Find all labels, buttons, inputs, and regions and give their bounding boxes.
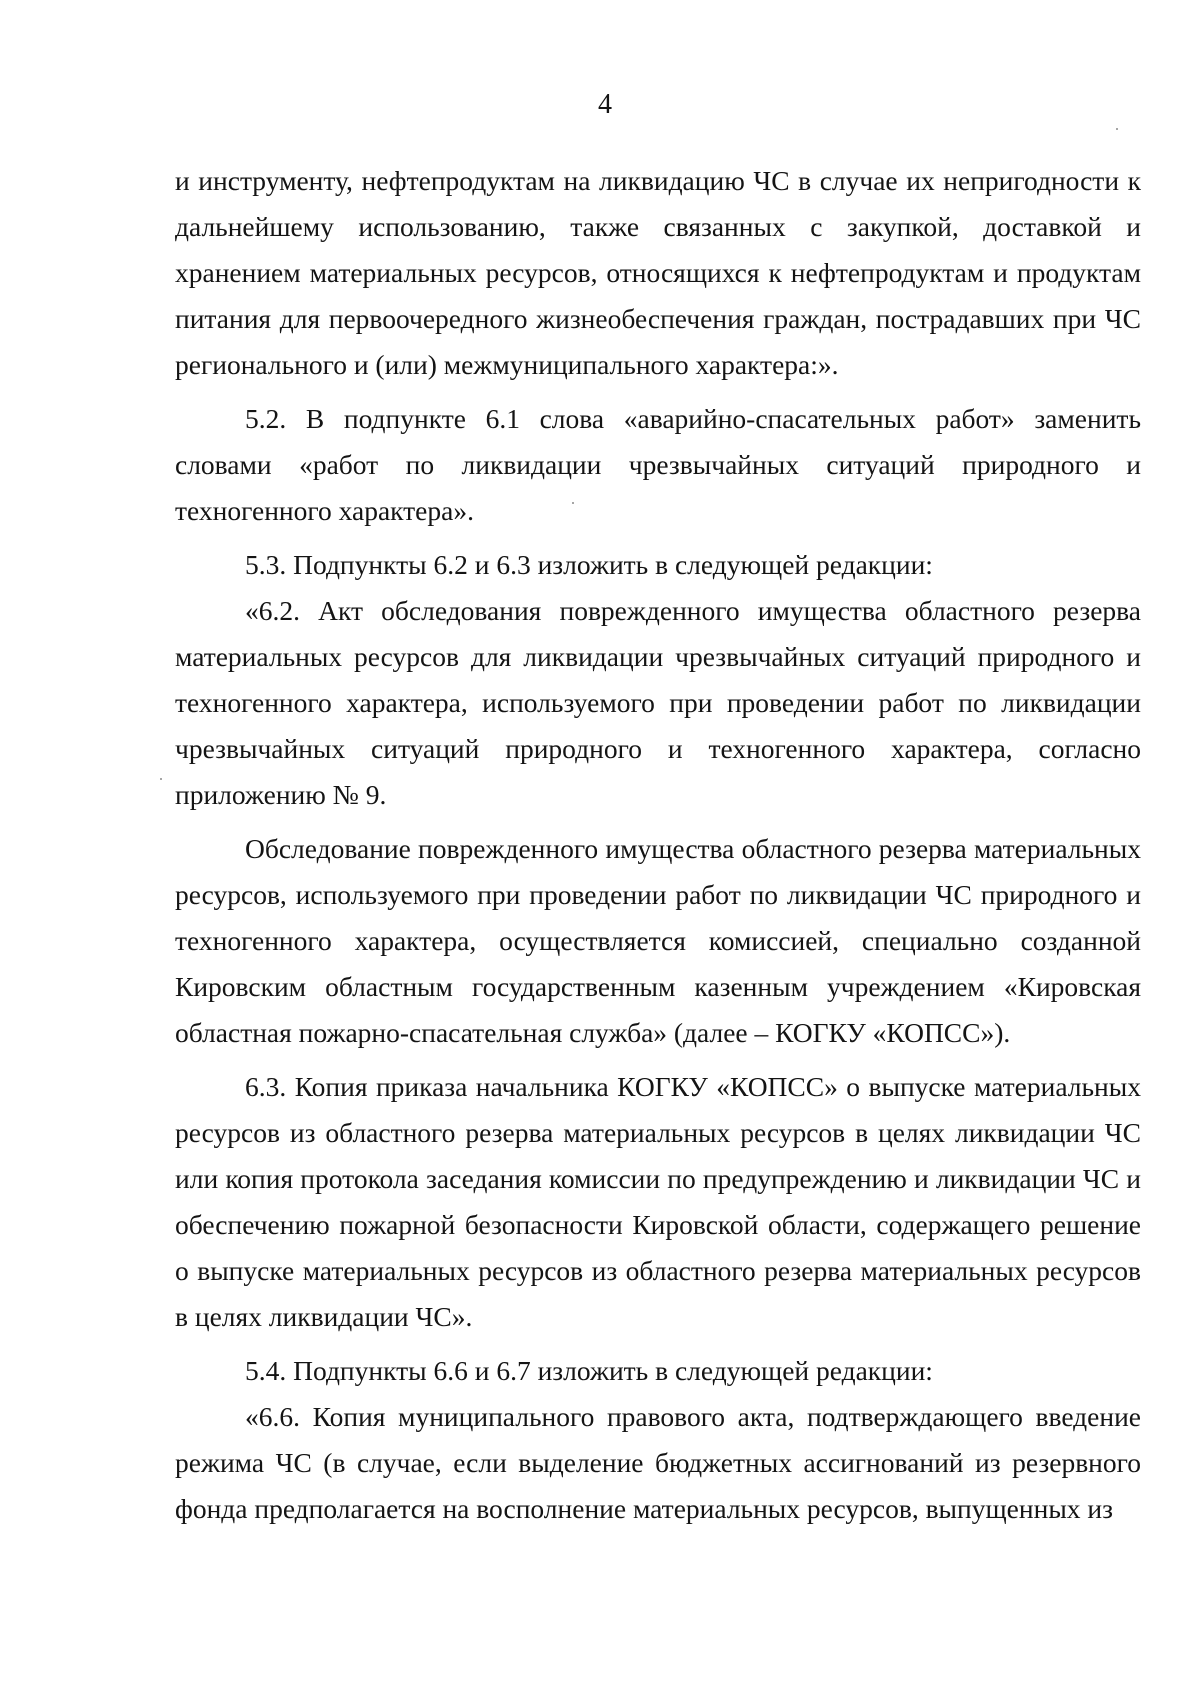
paragraph-inspection: Обследование поврежденного имущества областного резерва материальных ресурсов, используемого при проведении работ по ликвидации ЧС природного и техногенного характера, осуществляется комиссией, специально созданной Кировским областным государственным казенным учреждением «Кировская областная пожарно-спасательная служба» (далее – КОГКУ «КОПСС»). — [175, 833, 1141, 1048]
paragraph-5-4: 5.4. Подпункты 6.6 и 6.7 изложить в следующей редакции: — [245, 1355, 933, 1386]
scan-speck — [572, 502, 574, 504]
paragraph-5-2: 5.2. В подпункте 6.1 слова «аварийно-спасательных работ» заменить словами «работ по ликвидации чрезвычайных ситуаций природного и техногенного характера». — [175, 403, 1141, 526]
scan-speck — [160, 778, 162, 780]
paragraph-continuation: и инструменту, нефтепродуктам на ликвидацию ЧС в случае их непригодности к дальнейшему использованию, также связанных с закупкой, доставкой и хранением материальных ресурсов, относящихся к нефтепродуктам и продуктам питания для первоочередного жизнеобеспечения граждан, пострадавших при ЧС регионального и (или) межмуниципального характера:». — [175, 165, 1141, 380]
paragraph-6-3: 6.3. Копия приказа начальника КОГКУ «КОПСС» о выпуске материальных ресурсов из областного резерва материальных ресурсов в целях ликвидации ЧС или копия протокола заседания комиссии по предупреждению и ликвидации ЧС и обеспечению пожарной безопасности Кировской области, содержащего решение о выпуске материальных ресурсов из областного резерва материальных ресурсов в целях ликвидации ЧС». — [175, 1071, 1141, 1332]
scan-speck — [1116, 128, 1118, 130]
document-body — [175, 158, 1141, 1532]
page-number: 4 — [598, 89, 612, 120]
paragraph-6-2: «6.2. Акт обследования поврежденного имущества областного резерва материальных ресурсов для ликвидации чрезвычайных ситуаций природного и техногенного характера, используемого при проведении работ по ликвидации чрезвычайных ситуаций природного и техногенного характера, согласно приложению № 9. — [175, 595, 1141, 810]
paragraph-6-6: «6.6. Копия муниципального правового акта, подтверждающего введение режима ЧС (в случае, если выделение бюджетных ассигнований из резервного фонда предполагается на восполнение материальных ресурсов, выпущенных из — [175, 1401, 1141, 1524]
paragraph-5-3: 5.3. Подпункты 6.2 и 6.3 изложить в следующей редакции: — [245, 549, 933, 580]
